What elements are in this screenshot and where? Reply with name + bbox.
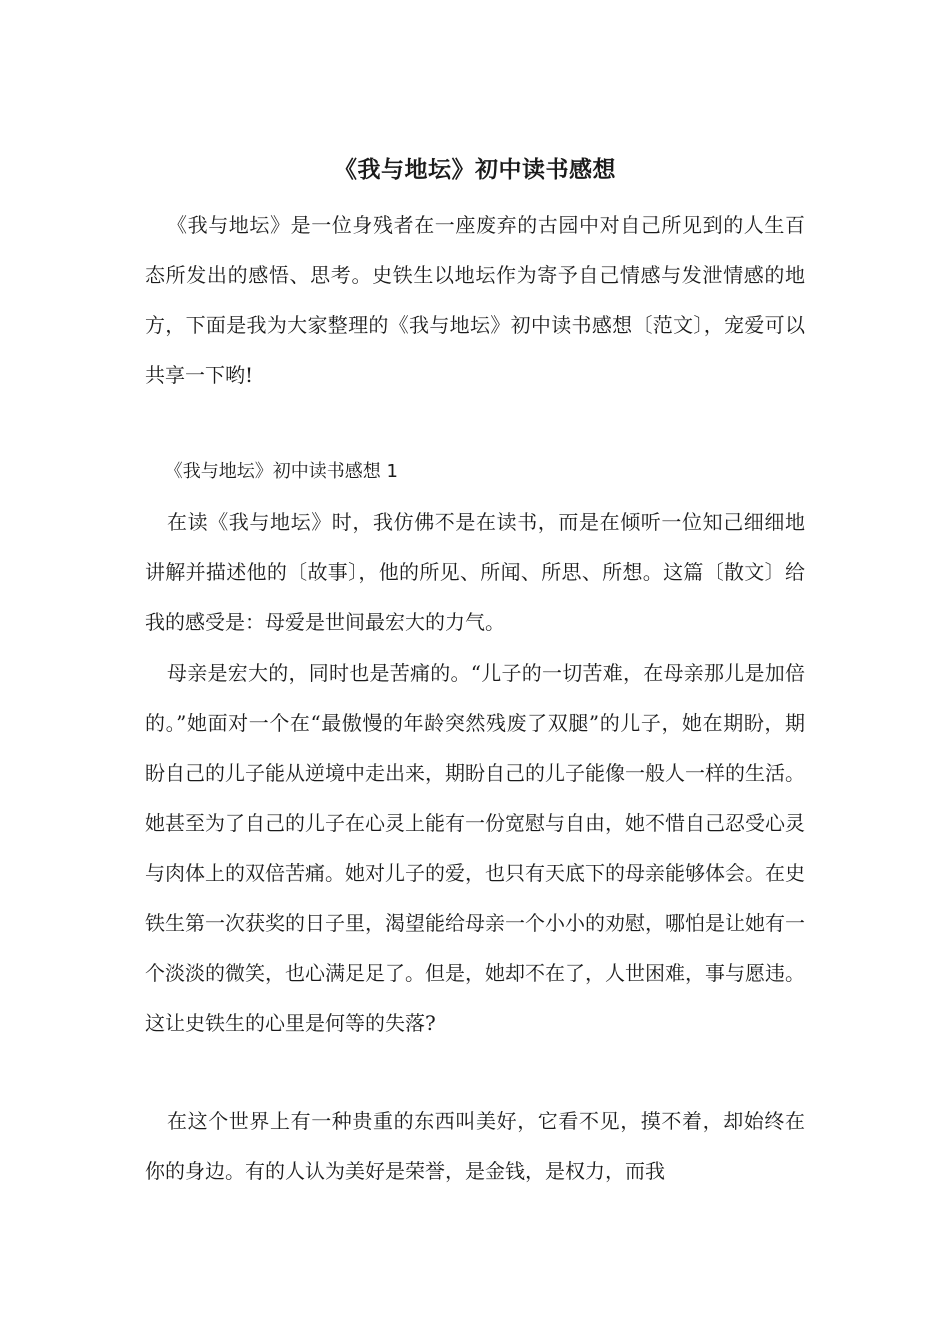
body-paragraph-2: 母亲是宏大的，同时也是苦痛的。“儿子的一切苦难，在母亲那儿是加倍的。”她面对一个在“最傲慢的年龄突然残废了双腿”的儿子，她在期盼，期盼自己的儿子能从逆境中走出来，期盼自己的儿子能像一般人一样的生活。她甚至为了自己的儿子在心灵上能有一份宽慰与自由，她不惜自己忍受心灵与肉体上的双倍苦痛。她对儿子的爱，也只有天底下的母亲能够体会。在史铁生第一次获奖的日子里，渴望能给母亲一个小小的劝慰，哪怕是让她有一个淡淡的微笑，也心满足足了。但是，她却不在了，人世困难，事与愿违。这让史铁生的心里是何等的失落? [145, 661, 805, 1035]
intro-paragraph: 《我与地坛》是一位身残者在一座废弃的古园中对自己所见到的人生百态所发出的感悟、思考。史铁生以地坛作为寄予自己情感与发泄情感的地方，下面是我为大家整理的《我与地坛》初中读书感想〔范文〕，宠爱可以共享一下哟! [145, 213, 805, 387]
document-title: 《我与地坛》初中读书感想 [334, 157, 616, 183]
body-paragraph-3: 在这个世界上有一种贵重的东西叫美好，它看不见，摸不着，却始终在你的身边。有的人认为美好是荣誉，是金钱，是权力，而我 [145, 1109, 805, 1183]
body-paragraph-1: 在读《我与地坛》时，我仿佛不是在读书，而是在倾听一位知己细细地讲解并描述他的〔故事〕，他的所见、所闻、所思、所想。这篇〔散文〕给我的感受是：母爱是世间最宏大的力气。 [145, 510, 805, 634]
section-heading: 《我与地坛》初中读书感想 1 [164, 461, 398, 482]
